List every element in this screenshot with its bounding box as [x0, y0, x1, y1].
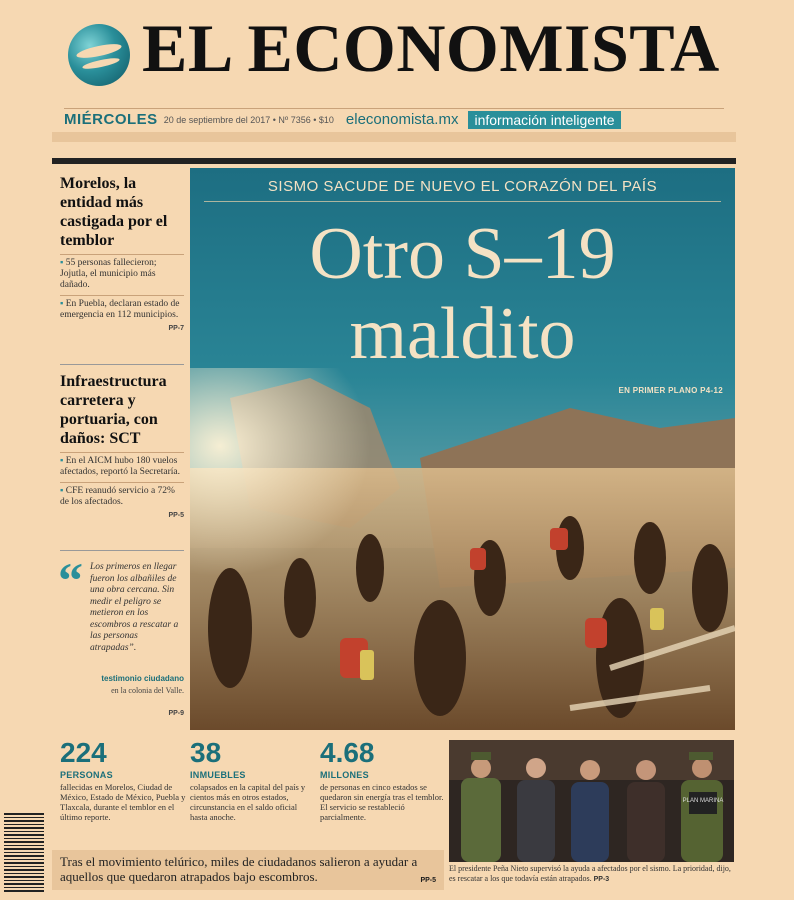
story-headline: Infraestructura carretera y portuaria, con daños: SCT — [60, 373, 167, 447]
pull-quote: Los primeros en llegar fueron los albañiles de una obra cercana. Sin medir el peligro se metieron en los escombros a rescatar a las personas atrapadas”. — [90, 562, 179, 653]
page-ref: PP-5 — [168, 512, 184, 519]
story-morelos[interactable] — [60, 174, 184, 332]
story-bullet: ▪ En Puebla, declaran estado de emergencia en 112 municipios. — [60, 295, 184, 321]
tagline: información inteligente — [468, 111, 620, 129]
story-bullet: ▪ 55 personas fallecieron; Jojutla, el municipio más dañado. — [60, 254, 184, 291]
hero-headline-line1: Otro S–19 — [309, 213, 616, 295]
masthead-rule — [52, 132, 736, 142]
section-rule — [52, 158, 736, 164]
story-sct[interactable] — [60, 372, 184, 519]
brand-name: EL ECONOMISTA — [142, 10, 720, 86]
stat-personas — [60, 738, 186, 822]
stat-desc: de personas en cinco estados se quedaron sin energía tras el temblor. El servicio se restableció parcialmente. — [320, 782, 444, 822]
page-ref: PP-3 — [593, 876, 610, 883]
patch-text: PLAN MARINA — [682, 798, 724, 804]
stat-label: PERSONAS — [60, 770, 113, 780]
caption-text: Tras el movimiento telúrico, miles de ciudadanos salieron a ayudar a aquellos que quedaron atrapados bajo escombros. — [60, 854, 418, 884]
left-column — [52, 168, 188, 728]
rubble-rescue-photo — [190, 368, 735, 730]
primer-plano-ref[interactable]: EN PRIMER PLANO P4-12 — [618, 386, 723, 395]
president-visit-photo — [449, 740, 734, 862]
column-divider — [60, 550, 184, 551]
page-ref: PP-9 — [168, 710, 184, 717]
page-ref: PP-7 — [168, 325, 184, 332]
photo2-caption — [449, 864, 734, 885]
kicker-rule — [204, 201, 721, 202]
globe-logo-icon — [68, 24, 130, 86]
day-of-week: MIÉRCOLES — [64, 111, 158, 128]
quote-source: testimonio ciudadano — [101, 674, 184, 683]
story-bullet: ▪ En el AICM hubo 180 vuelos afectados, reportó la Secretaría. — [60, 452, 184, 478]
story-bullet: ▪ CFE reanudó servicio a 72% de los afectados. — [60, 482, 184, 508]
stats-row — [52, 738, 444, 848]
stat-number: 38 — [190, 737, 222, 768]
stat-number: 4.68 — [320, 737, 375, 768]
story-headline: Morelos, la entidad más castigada por el temblor — [60, 175, 168, 249]
stat-desc: colapsados en la capital del país y cientos más en otros estados, circunstancia en el saldo oficial hasta anoche. — [190, 782, 306, 822]
stat-number: 224 — [60, 737, 107, 768]
masthead — [48, 8, 738, 130]
bottom-caption[interactable] — [52, 850, 444, 890]
stat-millones — [320, 738, 446, 822]
dateline — [64, 108, 724, 130]
stat-label: INMUEBLES — [190, 770, 246, 780]
stat-inmuebles — [190, 738, 316, 822]
date-info: 20 de septiembre del 2017 • Nº 7356 • $10 — [163, 114, 334, 125]
photo2-caption-text: El presidente Peña Nieto supervisó la ayuda a afectados por el sismo. La prioridad, dijo, es rescatar a los que todavía están atrapados. — [449, 864, 731, 883]
stat-desc: fallecidas en Morelos, Ciudad de México, Estado de México, Puebla y Tlaxcala, durante el temblor en el último reporte. — [60, 782, 186, 822]
hero-headline-line2: maldito — [349, 293, 576, 375]
hero-section[interactable] — [190, 168, 735, 730]
barcode-icon — [4, 812, 44, 892]
quote-mark-icon: “ — [58, 552, 83, 608]
quote-location: en la colonia del Valle. — [111, 686, 184, 695]
hero-kicker: SISMO SACUDE DE NUEVO EL CORAZÓN DEL PAÍS — [267, 178, 658, 195]
site-url[interactable]: eleconomista.mx — [345, 111, 459, 128]
column-divider — [60, 364, 184, 365]
page-ref: PP-5 — [420, 877, 436, 884]
stat-label: MILLONES — [320, 770, 369, 780]
